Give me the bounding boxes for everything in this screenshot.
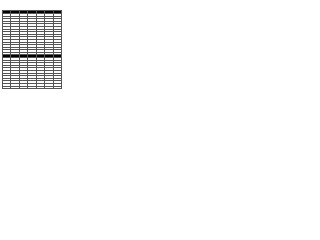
spec-table-2-row <box>3 86 62 89</box>
spec-table-2-cell <box>3 86 11 89</box>
spec-table-2-cell <box>19 86 27 89</box>
spec-table-2-cell <box>45 86 53 89</box>
spec-table-2-body <box>3 58 62 89</box>
document-page <box>0 0 64 83</box>
spec-table-2-cell <box>36 86 44 89</box>
page-heading <box>2 2 62 4</box>
section-heading <box>2 46 62 48</box>
spec-table-2-cell <box>11 86 19 89</box>
spec-table-2 <box>2 54 62 89</box>
spec-table-2-cell <box>28 86 36 89</box>
spec-table-2-cell <box>53 86 61 89</box>
section-paragraph <box>2 50 61 53</box>
intro-paragraph <box>2 5 61 9</box>
